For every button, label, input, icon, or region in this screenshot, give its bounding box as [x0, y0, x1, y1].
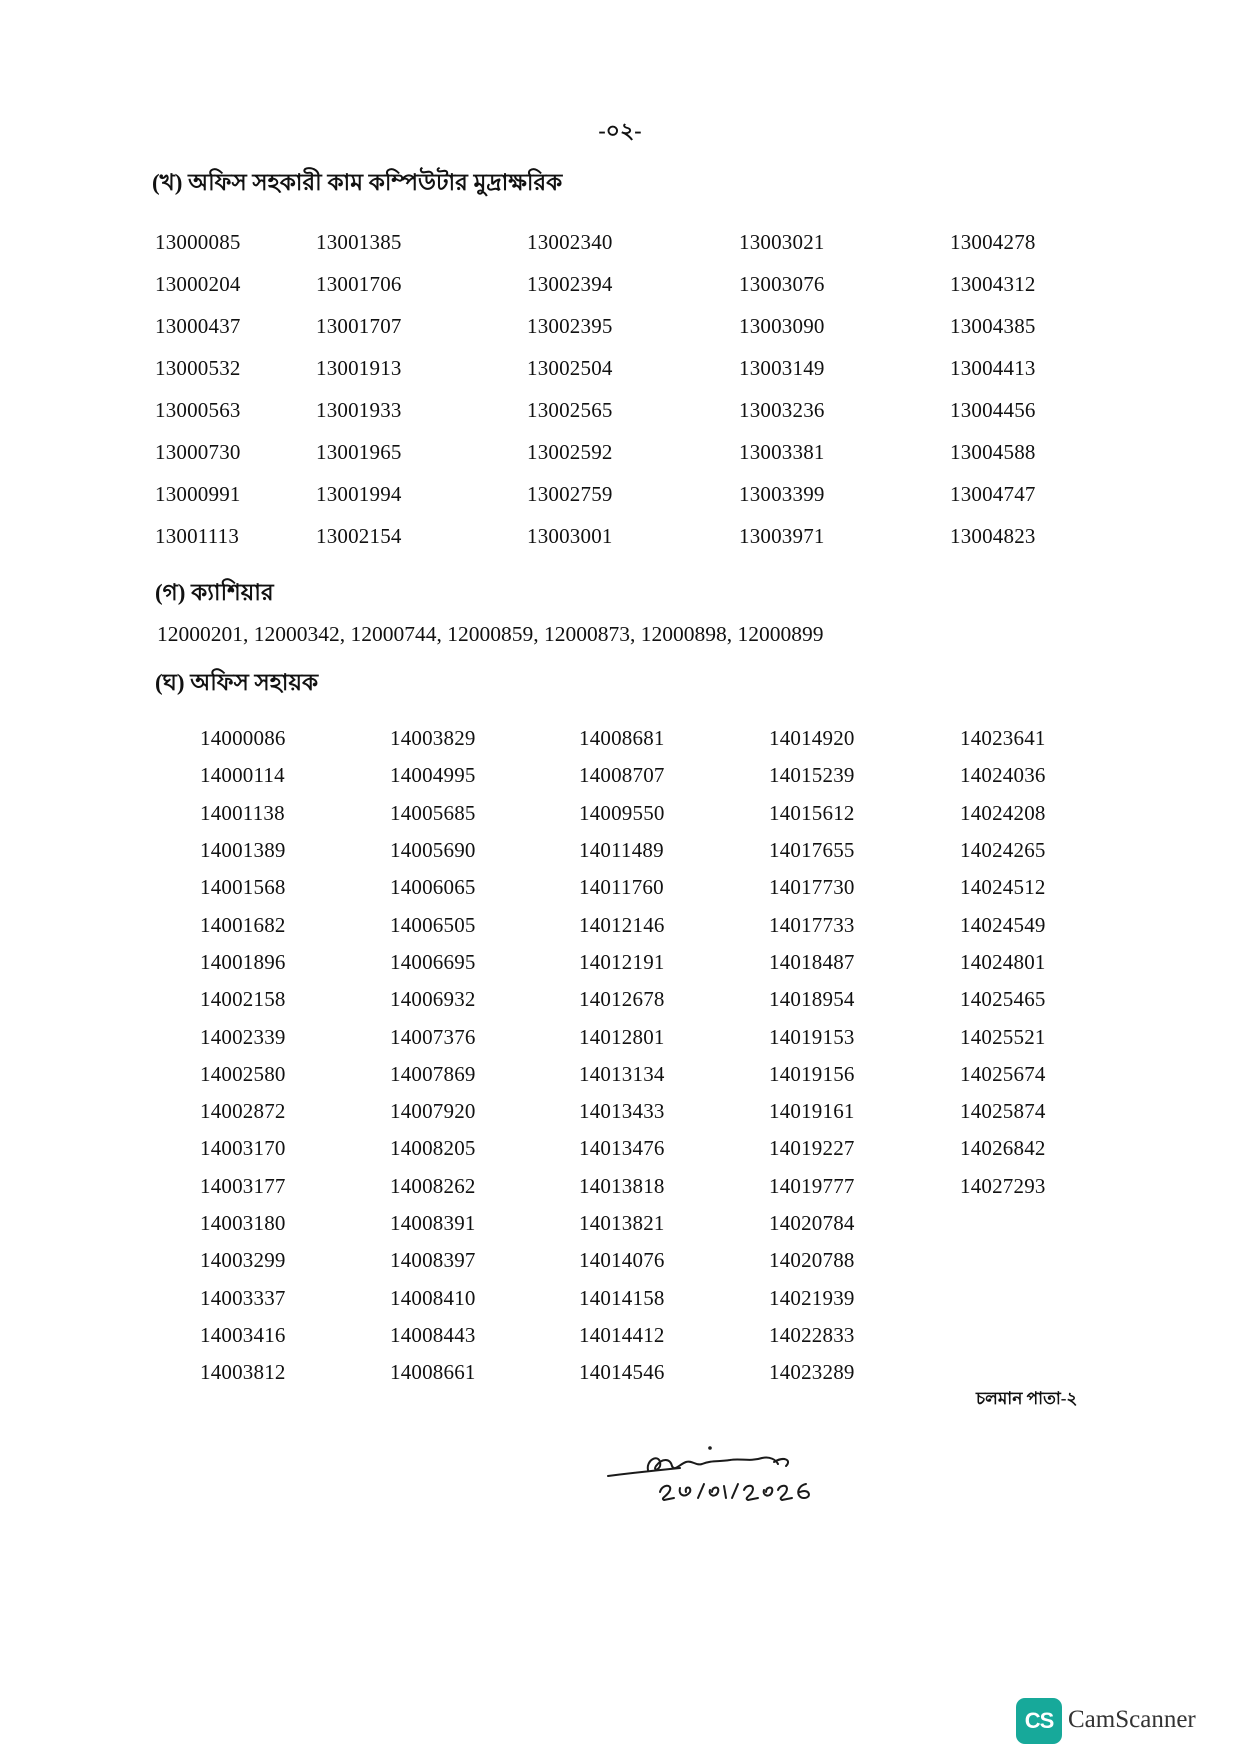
roll-number-cell: 14013433	[579, 1099, 665, 1124]
continued-page-note: চলমান পাতা-২	[976, 1389, 1078, 1408]
roll-number-cell: 13004588	[950, 439, 1036, 464]
roll-number-cell: 14019156	[769, 1061, 855, 1086]
roll-number-cell: 14006065	[390, 875, 476, 900]
roll-number-cell: 13002154	[316, 523, 402, 548]
roll-number-cell: 13002592	[527, 439, 613, 464]
roll-number-cell: 14011489	[579, 838, 664, 863]
roll-number-table-office-assistant-cum-typist	[155, 221, 1090, 557]
section-heading-cashier: (গ) ক্যাশিয়ার	[155, 580, 274, 605]
roll-number-cell: 13002565	[527, 397, 613, 422]
roll-number-cell: 14023289	[769, 1360, 855, 1385]
roll-number-cell: 13002395	[527, 313, 613, 338]
roll-number-cell: 13001994	[316, 481, 402, 506]
roll-number-cell: 14023641	[960, 726, 1046, 751]
roll-number-cell: 14014076	[579, 1248, 665, 1273]
roll-number-cell: 13004278	[950, 229, 1036, 254]
roll-number-cell: 14008661	[390, 1360, 476, 1385]
roll-number-cell: 14013821	[579, 1211, 665, 1235]
section-heading-office-assistant-cum-typist: (খ) অফিস সহকারী কাম কম্পিউটার মুদ্রাক্ষরিক	[152, 170, 563, 195]
roll-number-cell: 14014920	[769, 726, 855, 751]
roll-number-cell: 13000085	[155, 229, 241, 254]
roll-number-cell: 14019227	[769, 1136, 855, 1161]
roll-number-cell: 13001933	[316, 397, 402, 422]
roll-number-cell: 14026842	[960, 1136, 1046, 1161]
roll-number-cell: 13004385	[950, 313, 1036, 338]
roll-number-cell: 14001896	[200, 949, 286, 974]
roll-number-cell: 14013818	[579, 1173, 665, 1198]
roll-number-cell: 14003180	[200, 1211, 286, 1235]
roll-number-cell: 13004747	[950, 481, 1036, 506]
page-number: -০২-	[598, 118, 642, 143]
roll-number-cell: 14025674	[960, 1061, 1046, 1086]
roll-number-cell: 13000563	[155, 397, 241, 422]
roll-number-cell: 14012678	[579, 987, 665, 1012]
roll-number-cell: 14025874	[960, 1099, 1046, 1124]
roll-number-cell: 14013476	[579, 1136, 665, 1161]
roll-number-cell: 14021939	[769, 1285, 855, 1310]
section-heading-office-helper: (ঘ) অফিস সহায়ক	[155, 670, 319, 695]
roll-number-cell: 14005685	[390, 800, 476, 825]
roll-number-cell: 13003076	[739, 271, 825, 296]
roll-number-cell: 14003170	[200, 1136, 286, 1161]
roll-number-cell: 14008397	[390, 1248, 476, 1273]
roll-number-cell: 14011760	[579, 875, 664, 900]
roll-number-cell: 14001568	[200, 875, 286, 900]
handwritten-signature	[600, 1440, 850, 1520]
roll-number-cell: 14008205	[390, 1136, 476, 1161]
roll-number-cell: 14025521	[960, 1024, 1046, 1049]
roll-number-cell: 13000991	[155, 481, 241, 506]
roll-number-cell: 14008391	[390, 1211, 476, 1235]
roll-number-cell: 14019153	[769, 1024, 855, 1049]
roll-number-cell: 14003812	[200, 1360, 286, 1385]
roll-number-cell: 14024549	[960, 912, 1046, 937]
cashier-roll-list: 12000201, 12000342, 12000744, 12000859, 12000873, 12000898, 12000899	[157, 622, 824, 646]
roll-number-cell: 14018954	[769, 987, 855, 1012]
roll-number-cell: 14013134	[579, 1061, 665, 1086]
roll-number-cell: 14002339	[200, 1024, 286, 1049]
roll-number-cell: 14015239	[769, 763, 855, 788]
roll-number-cell: 14012801	[579, 1024, 665, 1049]
roll-number-cell: 14017655	[769, 838, 855, 863]
roll-number-cell: 14025465	[960, 987, 1046, 1012]
roll-number-cell: 13000437	[155, 313, 241, 338]
roll-number-cell: 13004312	[950, 271, 1036, 296]
roll-number-cell: 13003399	[739, 481, 825, 506]
roll-number-cell: 13000204	[155, 271, 241, 296]
roll-number-cell: 14024208	[960, 800, 1046, 825]
roll-number-cell: 14024265	[960, 838, 1046, 863]
roll-number-cell: 13002340	[527, 229, 613, 254]
roll-number-cell: 14008681	[579, 726, 665, 751]
roll-number-cell: 14001682	[200, 912, 286, 937]
roll-number-cell: 14001389	[200, 838, 286, 863]
roll-number-cell: 14014158	[579, 1285, 665, 1310]
roll-number-cell: 13001385	[316, 229, 402, 254]
roll-number-cell: 14012146	[579, 912, 665, 937]
roll-number-cell: 14008262	[390, 1173, 476, 1198]
roll-number-cell: 14005690	[390, 838, 476, 863]
roll-number-cell: 14014412	[579, 1322, 665, 1347]
roll-number-cell: 14012191	[579, 949, 665, 974]
roll-number-cell: 14006505	[390, 912, 476, 937]
roll-number-cell: 13001913	[316, 355, 402, 380]
roll-number-cell: 13004413	[950, 355, 1036, 380]
roll-number-cell: 14014546	[579, 1360, 665, 1385]
roll-number-cell: 13003149	[739, 355, 825, 380]
roll-number-table-office-helper	[200, 720, 1100, 1391]
roll-number-cell: 13003381	[739, 439, 825, 464]
roll-number-cell: 14017730	[769, 875, 855, 900]
roll-number-cell: 14002580	[200, 1061, 286, 1086]
roll-number-cell: 13004823	[950, 523, 1036, 548]
roll-number-cell: 14015612	[769, 800, 855, 825]
roll-number-cell: 14003416	[200, 1322, 286, 1347]
roll-number-cell: 14020788	[769, 1248, 855, 1273]
roll-number-cell: 14007376	[390, 1024, 476, 1049]
roll-number-cell: 13004456	[950, 397, 1036, 422]
roll-number-cell: 14008410	[390, 1285, 476, 1310]
roll-number-cell: 13001965	[316, 439, 402, 464]
roll-number-cell: 14027293	[960, 1173, 1046, 1198]
roll-number-cell: 13002394	[527, 271, 613, 296]
roll-number-cell: 14020784	[769, 1211, 855, 1235]
roll-number-cell: 13002759	[527, 481, 613, 506]
roll-number-cell: 13003001	[527, 523, 613, 548]
roll-number-cell: 14024801	[960, 949, 1046, 974]
roll-number-cell: 14003299	[200, 1248, 286, 1273]
roll-number-cell: 13000730	[155, 439, 241, 464]
roll-number-cell: 14003177	[200, 1173, 286, 1198]
roll-number-cell: 14000114	[200, 763, 285, 788]
roll-number-cell: 14004995	[390, 763, 476, 788]
roll-number-cell: 14006932	[390, 987, 476, 1012]
roll-number-cell: 13003971	[739, 523, 825, 548]
roll-number-cell: 14003829	[390, 726, 476, 751]
roll-number-cell: 13001113	[155, 523, 240, 548]
roll-number-cell: 13000532	[155, 355, 241, 380]
roll-number-cell: 14001138	[200, 800, 285, 825]
roll-number-cell: 13003090	[739, 313, 825, 338]
roll-number-cell: 14003337	[200, 1285, 286, 1310]
roll-number-cell: 14024512	[960, 875, 1046, 900]
roll-number-cell: 14009550	[579, 800, 665, 825]
roll-number-cell: 13001707	[316, 313, 402, 338]
roll-number-cell: 13003236	[739, 397, 825, 422]
roll-number-cell: 14017733	[769, 912, 855, 937]
roll-number-cell: 13002504	[527, 355, 613, 380]
roll-number-cell: 14019161	[769, 1099, 855, 1124]
roll-number-cell: 14006695	[390, 949, 476, 974]
roll-number-cell: 14022833	[769, 1322, 855, 1347]
roll-number-cell: 14019777	[769, 1173, 855, 1198]
roll-number-cell: 14002158	[200, 987, 286, 1012]
roll-number-cell: 14000086	[200, 726, 286, 751]
roll-number-cell: 14008707	[579, 763, 665, 788]
roll-number-cell: 14008443	[390, 1322, 476, 1347]
roll-number-cell: 14007920	[390, 1099, 476, 1124]
roll-number-cell: 14018487	[769, 949, 855, 974]
roll-number-cell: 14007869	[390, 1061, 476, 1086]
camscanner-watermark-text: CamScanner	[1068, 1706, 1196, 1733]
roll-number-cell: 14002872	[200, 1099, 286, 1124]
camscanner-logo: CS	[1016, 1698, 1062, 1744]
roll-number-cell: 14024036	[960, 763, 1046, 788]
roll-number-cell: 13003021	[739, 229, 825, 254]
roll-number-cell: 13001706	[316, 271, 402, 296]
